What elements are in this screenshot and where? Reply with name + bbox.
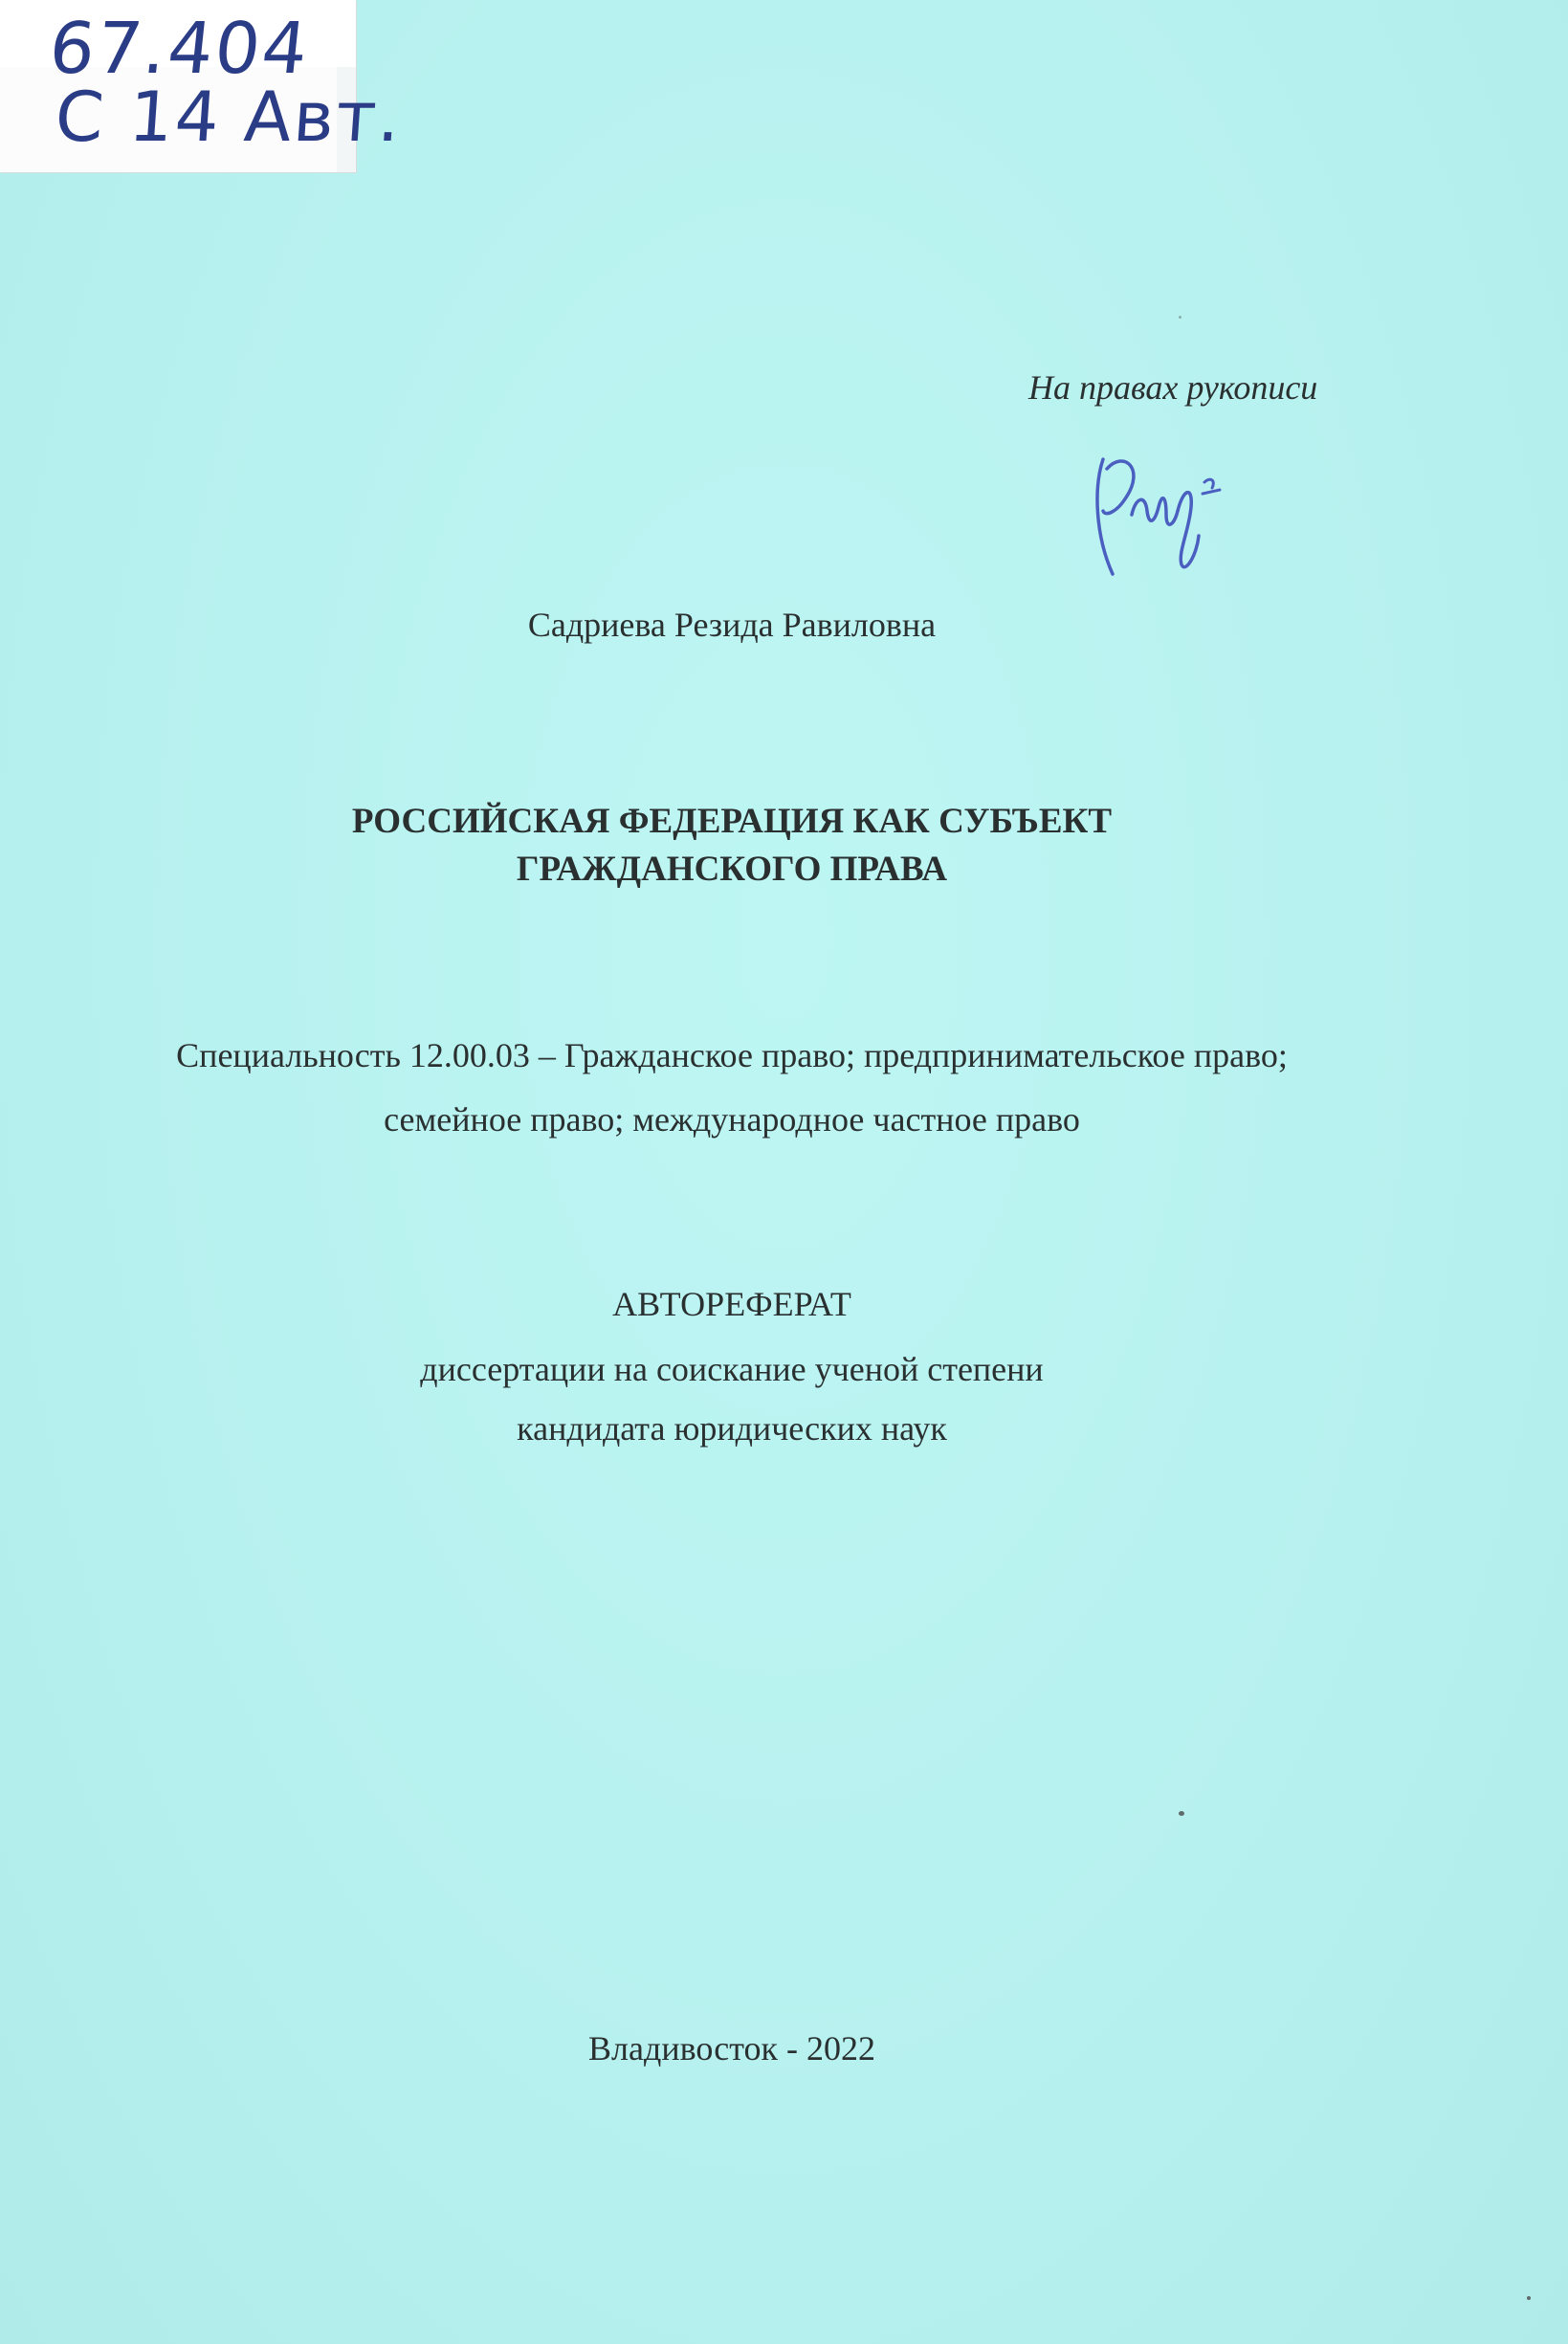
call-number: 67.404 bbox=[45, 8, 314, 90]
abstract-line-1: диссертации на соискание ученой степени bbox=[420, 1350, 1044, 1388]
city-year: Владивосток - 2022 bbox=[588, 2029, 875, 2068]
handwritten-signature bbox=[1086, 431, 1229, 584]
specialty-line-2: семейное право; международное частное право bbox=[384, 1100, 1080, 1139]
specialty-line-1: Специальность 12.00.03 – Гражданское право; предпринимательское право; bbox=[176, 1036, 1288, 1074]
library-sticker bbox=[0, 0, 406, 172]
paper-speck bbox=[1527, 2296, 1531, 2300]
shelf-code: С 14 Авт. bbox=[53, 77, 406, 157]
paper-speck bbox=[1179, 316, 1182, 319]
abstract-heading: АВТОРЕФЕРАТ bbox=[612, 1285, 851, 1323]
author-name: Садриева Резида Равиловна bbox=[527, 606, 937, 644]
paper-speck bbox=[1179, 1811, 1184, 1816]
title-line-1: РОССИЙСКАЯ ФЕДЕРАЦИЯ КАК СУБЪЕКТ bbox=[351, 802, 1113, 841]
manuscript-note: На правах рукописи bbox=[1028, 368, 1318, 407]
abstract-line-2: кандидата юридических наук bbox=[517, 1409, 947, 1448]
title-line-2: ГРАЖДАНСКОГО ПРАВА bbox=[516, 850, 948, 889]
